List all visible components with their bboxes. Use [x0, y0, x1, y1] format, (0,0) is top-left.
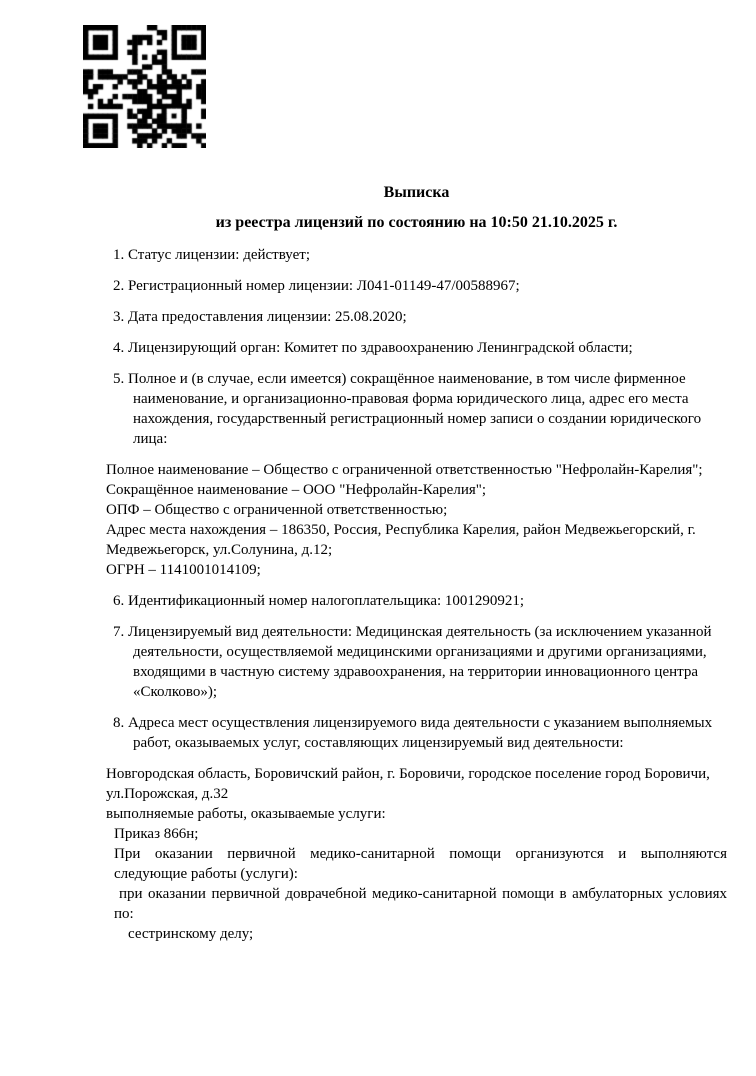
- item-number: 3.: [113, 309, 125, 325]
- org-legal-form: ОПФ – Общество с ограниченной ответственностью;: [106, 502, 448, 518]
- works-header: выполняемые работы, оказываемые услуги:: [106, 806, 386, 822]
- qr-code-icon: [83, 25, 206, 148]
- item-text: Полное и (в случае, если имеется) сокращённое наименование, в том числе фирменное наименование, и организационно-правовая форма юридического лица, адрес его места нахождения, государственный регистрационный номер записи о создании юридического лица:: [128, 371, 702, 447]
- org-full-name: Полное наименование – Общество с ограниченной ответственностью "Нефролайн-Карелия";: [106, 462, 703, 478]
- org-short-name: Сокращённое наименование – ООО "Нефролайн-Карелия";: [106, 482, 487, 498]
- work-line-order: Приказ 866н;: [114, 826, 199, 842]
- list-item-status: [106, 245, 727, 265]
- work-line-primary-care: При оказании первичной медико-санитарной помощи организуются и выполняются следующие работы (услуги):: [114, 846, 727, 882]
- work-line-pre-medical-care: при оказании первичной доврачебной медико-санитарной помощи в амбулаторных условиях по:: [114, 886, 727, 922]
- list-item-org-name-heading: [106, 369, 727, 449]
- document-body: [106, 182, 727, 944]
- item-number: 4.: [113, 340, 125, 356]
- item-number: 6.: [113, 593, 125, 609]
- document-subtitle: из реестра лицензий по состоянию на 10:50 21.10.2025 г.: [215, 214, 618, 231]
- org-address: Адрес места нахождения – 186350, Россия, Республика Карелия, район Медвежьегорский, г. Медвежьегорск, ул.Солунина, д.12;: [106, 522, 696, 558]
- qr-code-image: [83, 25, 206, 148]
- activity-address: Новгородская область, Боровичский район, г. Боровичи, городское поселение город Боровичи, ул.Порожская, д.32: [106, 766, 710, 802]
- document-title: Выписка: [383, 184, 450, 201]
- org-details-block: [106, 460, 727, 580]
- item-text: Лицензирующий орган: Комитет по здравоохранению Ленинградской области;: [128, 340, 633, 356]
- org-ogrn: ОГРН – 1141001014109;: [106, 562, 261, 578]
- item-number: 2.: [113, 278, 125, 294]
- list-item-licensed-activity: [106, 622, 727, 702]
- list-item-inn: [106, 591, 727, 611]
- item-text: Лицензируемый вид деятельности: Медицинская деятельность (за исключением указанной деятельности, осуществляемой медицинскими организациями и другими организациями, входящими в частную систему здравоохранения, на территории инновационного центра «Сколково»);: [128, 624, 712, 700]
- item-text: Статус лицензии: действует;: [128, 247, 310, 263]
- list-item-reg-number: [106, 276, 727, 296]
- item-number: 5.: [113, 371, 125, 387]
- list-item-licensing-authority: [106, 338, 727, 358]
- item-number: 7.: [113, 624, 125, 640]
- list-item-grant-date: [106, 307, 727, 327]
- item-number: 1.: [113, 247, 125, 263]
- list-item-activity-addresses-heading: [106, 713, 727, 753]
- item-text: Идентификационный номер налогоплательщика: 1001290921;: [128, 593, 525, 609]
- item-number: 8.: [113, 715, 125, 731]
- work-line-nursing: сестринскому делу;: [128, 926, 254, 942]
- item-text: Адреса мест осуществления лицензируемого вида деятельности с указанием выполняемых работ, оказываемых услуг, составляющих лицензируемый вид деятельности:: [128, 715, 713, 751]
- item-text: Регистрационный номер лицензии: Л041-01149-47/00588967;: [128, 278, 520, 294]
- item-text: Дата предоставления лицензии: 25.08.2020;: [128, 309, 407, 325]
